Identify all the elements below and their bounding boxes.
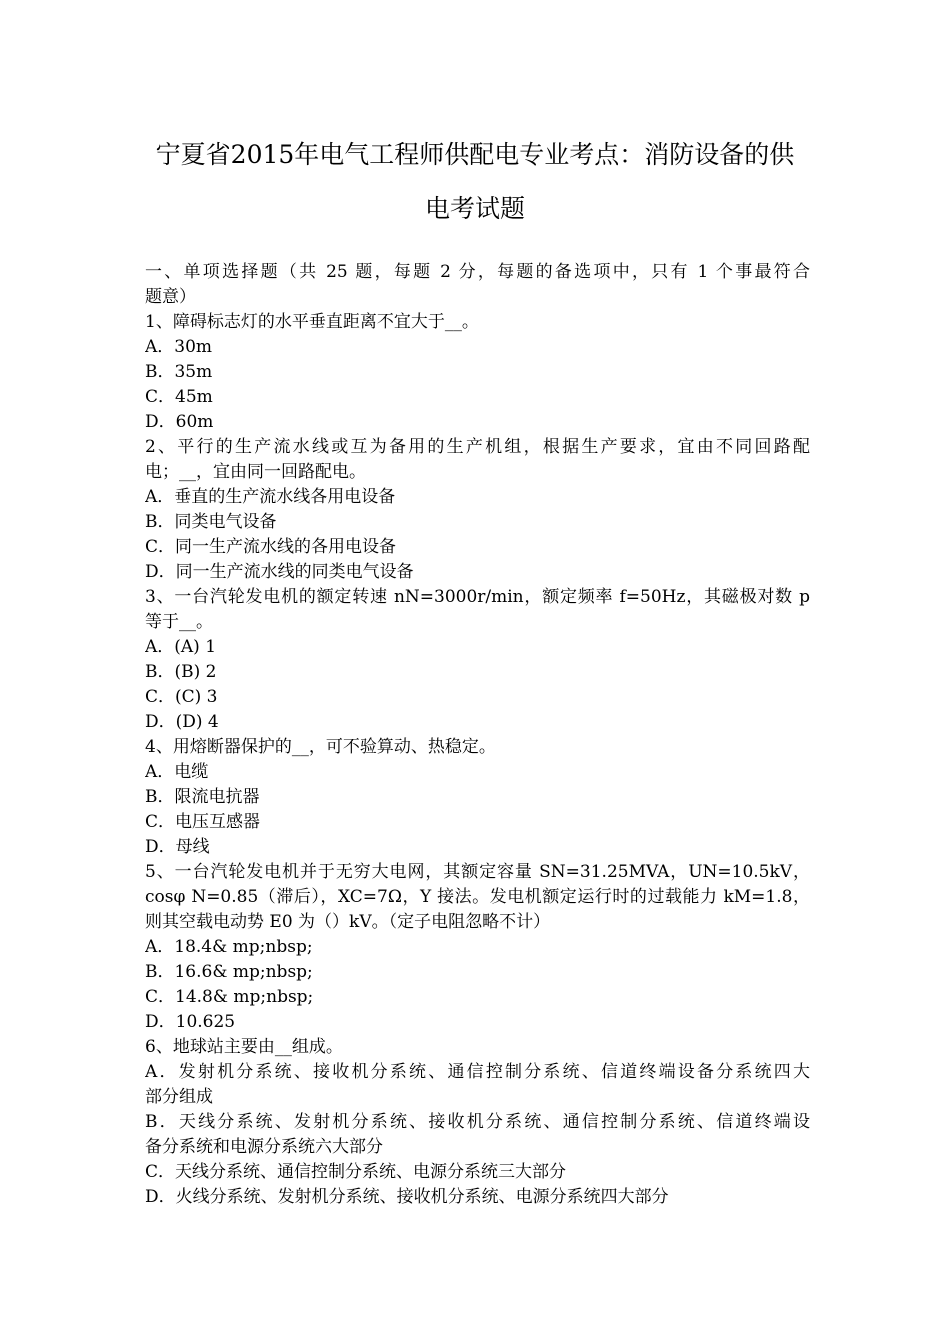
option-d: D．(D) 4: [145, 712, 219, 732]
question-stem-continued: cosφ N=0.85（滞后），XC=7Ω，Y 接法。发电机额定运行时的过载能力 kM=1.8，: [145, 887, 810, 907]
option-a: A．(A) 1: [145, 637, 217, 657]
option-b: B．16.6& mp;nbsp;: [145, 962, 313, 982]
option-d: D．60m: [145, 412, 214, 432]
option-b: B．同类电气设备: [145, 512, 277, 532]
option-d: D．同一生产流水线的同类电气设备: [145, 562, 414, 582]
question-stem-continued: 电；__，宜由同一回路配电。: [145, 462, 366, 482]
option-d: D．火线分系统、发射机分系统、接收机分系统、电源分系统四大部分: [145, 1187, 669, 1207]
option-c: C．同一生产流水线的各用电设备: [145, 537, 397, 557]
question-5: [145, 860, 810, 1035]
option-a: A．发射机分系统、接收机分系统、通信控制分系统、信道终端设备分系统四大: [145, 1062, 810, 1082]
question-stem: 5、一台汽轮发电机并于无穷大电网，其额定容量 SN=31.25MVA，UN=10.5kV，: [145, 862, 810, 882]
question-stem: 1、障碍标志灯的水平垂直距离不宜大于__。: [145, 312, 479, 332]
question-1: [145, 310, 810, 435]
title-line-1: 宁夏省2015年电气工程师供配电专业考点：消防设备的供: [155, 140, 795, 169]
option-b: B．天线分系统、发射机分系统、接收机分系统、通信控制分系统、信道终端设: [145, 1112, 810, 1132]
option-c: C．14.8& mp;nbsp;: [145, 987, 314, 1007]
question-stem: 3、一台汽轮发电机的额定转速 nN=3000r/min，额定频率 f=50Hz，其磁极对数 p: [145, 587, 810, 607]
question-stem: 4、用熔断器保护的__，可不验算动、热稳定。: [145, 737, 496, 757]
question-stem-continued: 则其空载电动势 E0 为（）kV。（定子电阻忽略不计）: [145, 912, 551, 932]
option-a: A．30m: [145, 337, 213, 357]
option-b-continued: 备分系统和电源分系统六大部分: [145, 1137, 383, 1157]
option-b: B．35m: [145, 362, 213, 382]
section-heading-line-1: 一、单项选择题（共 25 题，每题 2 分，每题的备选项中，只有 1 个事最符合: [145, 262, 810, 282]
title-line-2: 电考试题: [424, 194, 525, 223]
option-c: C．天线分系统、通信控制分系统、电源分系统三大部分: [145, 1162, 567, 1182]
option-d: D．10.625: [145, 1012, 236, 1032]
question-4: [145, 735, 810, 860]
option-b: B．(B) 2: [145, 662, 217, 682]
option-a: A．垂直的生产流水线各用电设备: [145, 487, 396, 507]
option-d: D．母线: [145, 837, 210, 857]
option-a-continued: 部分组成: [145, 1087, 213, 1107]
section-heading-line-2: 题意）: [145, 287, 196, 307]
question-6: [145, 1035, 810, 1210]
option-c: C．45m: [145, 387, 213, 407]
question-2: [145, 435, 810, 585]
option-a: A．电缆: [145, 762, 209, 782]
option-b: B．限流电抗器: [145, 787, 260, 807]
question-stem: 6、地球站主要由__组成。: [145, 1037, 343, 1057]
option-c: C．电压互感器: [145, 812, 261, 832]
option-c: C．(C) 3: [145, 687, 218, 707]
question-stem-continued: 等于__。: [145, 612, 213, 632]
question-3: [145, 585, 810, 735]
document-body: [145, 260, 810, 1210]
document-title: [120, 128, 830, 236]
question-stem: 2、平行的生产流水线或互为备用的生产机组，根据生产要求，宜由不同回路配: [145, 437, 810, 457]
option-a: A．18.4& mp;nbsp;: [145, 937, 313, 957]
